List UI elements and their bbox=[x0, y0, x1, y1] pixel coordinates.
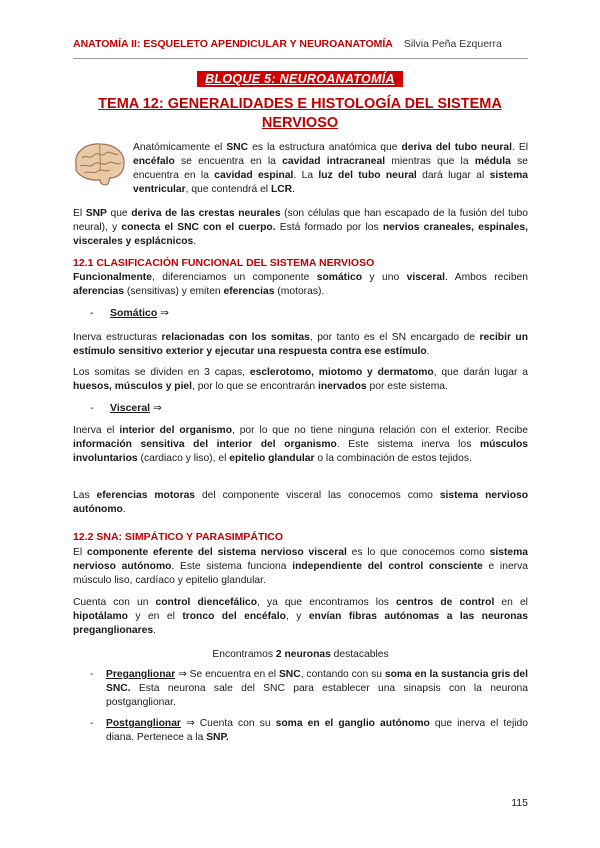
visceral-bullet: - Visceral ⇒ bbox=[90, 402, 162, 414]
functional-paragraph: Funcionalmente, diferenciamos un componente somático y uno visceral. Ambos reciben aferencias (sensitivas) y emiten eferencias (motoras). bbox=[73, 272, 528, 297]
section-12-1-heading: 12.1 CLASIFICACIÓN FUNCIONAL DEL SISTEMA NERVIOSO bbox=[73, 257, 375, 269]
page-number: 115 bbox=[511, 797, 528, 809]
preganglionar-item: - Preganglionar ⇒ Se encuentra en el SNC, contando con su soma en la sustancia gris del SNC. Esta neurona sale del SNC para establecer una sinapsis con la neurona postganglionar. bbox=[90, 669, 528, 708]
running-header bbox=[73, 38, 528, 50]
chapter-title: TEMA 12: GENERALIDADES E HISTOLOGÍA DEL SISTEMA NERVIOSO bbox=[98, 96, 502, 131]
header-divider bbox=[73, 58, 528, 59]
section-12-2-heading: 12.2 SNA: SIMPÁTICO Y PARASIMPÁTICO bbox=[73, 531, 284, 543]
neurons-intro: Encontramos 2 neuronas destacables bbox=[212, 649, 389, 660]
motor-efferents-paragraph: Las eferencias motoras del componente visceral las conocemos como sistema nervioso autónomo. bbox=[73, 490, 529, 515]
diencephalic-paragraph: Cuenta con un control diencefálico, ya que encontramos los centros de control en el hipotálamo y en el tronco del encéfalo, y envían fibras autónomas a las neuronas preganglionares. bbox=[73, 597, 529, 636]
author-name: Silvia Peña Ezquerra bbox=[403, 38, 502, 50]
somites-paragraph: Los somitas se dividen en 3 capas, esclerotomo, miotomo y dermatomo, que darán lugar a huesos, músculos y piel, por lo que se encontrarán inervados por este sistema. bbox=[73, 367, 528, 392]
somatic-bullet: - Somático ⇒ bbox=[90, 307, 169, 319]
block-title: BLOQUE 5: NEUROANATOMÍA bbox=[197, 71, 403, 87]
brain-icon bbox=[70, 140, 128, 188]
block-title-wrap bbox=[0, 70, 600, 88]
sna-paragraph: El componente eferente del sistema nervioso visceral es lo que conocemos como sistema nervioso autónomo. Este sistema funciona independiente del control consciente e inerva músculo liso, cardíaco y epitelio glandular. bbox=[73, 547, 528, 586]
course-title: ANATOMÍA II: ESQUELETO APENDICULAR Y NEUROANATOMÍA bbox=[73, 38, 393, 50]
intro-paragraph-1: Anatómicamente el SNC es la estructura anatómica que deriva del tubo neural. El encéfalo se encuentra en la cavidad intracraneal mientras que la médula se encuentra en la cavidad espinal. La luz del tubo neural dará lugar al sistema ventricular, que contendrá el LCR. bbox=[133, 142, 528, 195]
intro-paragraph-2: El SNP que deriva de las crestas neurales (son células que han escapado de la fusión del tubo neural), y conecta el SNC con el cuerpo. Está formado por los nervios craneales, espinales, viscerales y esplácnicos. bbox=[73, 208, 528, 247]
postganglionar-item: - Postganglionar ⇒ Cuenta con su soma en el ganglio autónomo que inerva el tejido diana. Pertenece a la SNP. bbox=[90, 718, 528, 743]
visceral-paragraph: Inerva el interior del organismo, por lo que no tiene ninguna relación con el exterior. Recibe información sensitiva del interior del organismo. Este sistema inerva los músculos involuntarios (cardiaco y liso), el epitelio glandular o la combinación de estos tejidos. bbox=[73, 425, 529, 464]
somatic-paragraph: Inerva estructuras relacionadas con los somitas, por tanto es el SN encargado de recibir un estímulo sensitivo exterior y ejecutar una respuesta contra ese estímulo. bbox=[73, 332, 528, 357]
